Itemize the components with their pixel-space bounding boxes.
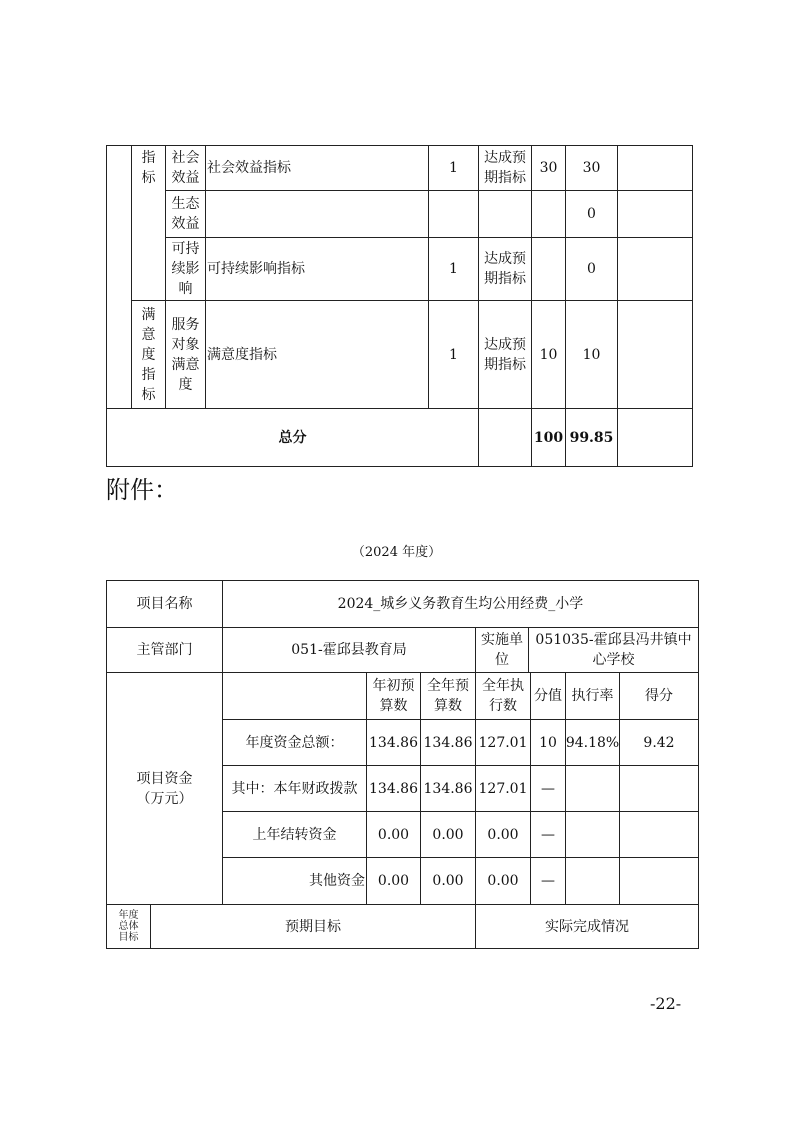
header-cell: 执行率 [565,672,620,720]
project-name-label: 项目名称 [106,580,223,628]
fund-cell [619,857,699,905]
page-number: -22- [650,994,682,1013]
indicator-cell: 可持续影响指标 [205,237,429,301]
weight-cell [531,190,566,238]
status-cell: 达成预期指标 [478,145,532,191]
dept-value: 051-霍邱县教育局 [222,627,476,673]
year-label: （2024 年度） [351,545,442,560]
fund-row-label: 其中：本年财政拨款 [222,765,367,812]
fund-cell: 0.00 [420,811,476,858]
note-cell [617,237,693,301]
note-cell [617,300,693,409]
impl-label: 实施单位 [475,627,529,673]
fund-cell: — [530,811,566,858]
score-cell: 30 [565,145,618,191]
expected-goal-label: 预期目标 [150,904,476,949]
header-cell: 年初预算数 [366,672,421,720]
fund-cell: 134.86 [366,719,421,766]
score-cell: 0 [565,190,618,238]
blank-cell [617,408,693,467]
value-cell: 1 [428,237,479,301]
blank-cell [106,145,132,409]
header-cell: 全年执行数 [475,672,531,720]
total-weight: 100 [531,408,566,467]
fund-cell: — [530,765,566,812]
sub-cell: 社会效益 [165,145,206,191]
fund-cell [565,765,620,812]
score-cell: 10 [565,300,618,409]
fund-cell: 127.01 [475,765,531,812]
fund-cell: 134.86 [420,765,476,812]
indicator-cell: 社会效益指标 [205,145,429,191]
sub-cell: 生态效益 [165,190,206,238]
fund-cell: 0.00 [420,857,476,905]
fund-cell: 0.00 [366,857,421,905]
fund-cell: 0.00 [366,811,421,858]
blank-cell [478,408,532,467]
funds-label: 项目资金（万元） [106,672,223,905]
weight-cell [531,237,566,301]
fund-cell: 127.01 [475,719,531,766]
fund-cell [565,811,620,858]
header-cell: 全年预算数 [420,672,476,720]
status-cell: 达成预期指标 [478,237,532,301]
attachment-label: 附件： [106,476,178,504]
note-cell [617,190,693,238]
fund-cell: — [530,857,566,905]
blank-cell [222,672,367,720]
status-cell [478,190,532,238]
fund-cell [619,765,699,812]
score-cell: 0 [565,237,618,301]
fund-cell: 10 [530,719,566,766]
fund-row-label: 年度资金总额： [222,719,367,766]
fund-cell: 134.86 [420,719,476,766]
header-cell: 得分 [619,672,699,720]
sub-cell: 可持续影响 [165,237,206,301]
goal-side-label: 年度总体目标 [106,904,151,949]
project-name: 2024_城乡义务教育生均公用经费_小学 [222,580,699,628]
group-cell: 指标 [131,145,166,301]
dept-label: 主管部门 [106,627,223,673]
fund-cell: 94.18% [565,719,620,766]
sub-cell: 服务对象满意度 [165,300,206,409]
total-label: 总分 [106,408,479,467]
note-cell [617,145,693,191]
weight-cell: 10 [531,300,566,409]
indicator-cell [205,190,429,238]
fund-cell [565,857,620,905]
fund-row-label: 上年结转资金 [222,811,367,858]
fund-cell: 134.86 [366,765,421,812]
fund-cell [619,811,699,858]
status-cell: 达成预期指标 [478,300,532,409]
weight-cell: 30 [531,145,566,191]
header-cell: 分值 [530,672,566,720]
group-cell: 满意度指标 [131,300,166,409]
fund-cell: 9.42 [619,719,699,766]
total-score: 99.85 [565,408,618,467]
actual-completion-label: 实际完成情况 [475,904,699,949]
value-cell: 1 [428,145,479,191]
value-cell [428,190,479,238]
impl-value: 051035-霍邱县冯井镇中心学校 [528,627,699,673]
fund-cell: 0.00 [475,811,531,858]
value-cell: 1 [428,300,479,409]
indicator-cell: 满意度指标 [205,300,429,409]
fund-cell: 0.00 [475,857,531,905]
fund-row-label: 其他资金 [222,857,367,905]
